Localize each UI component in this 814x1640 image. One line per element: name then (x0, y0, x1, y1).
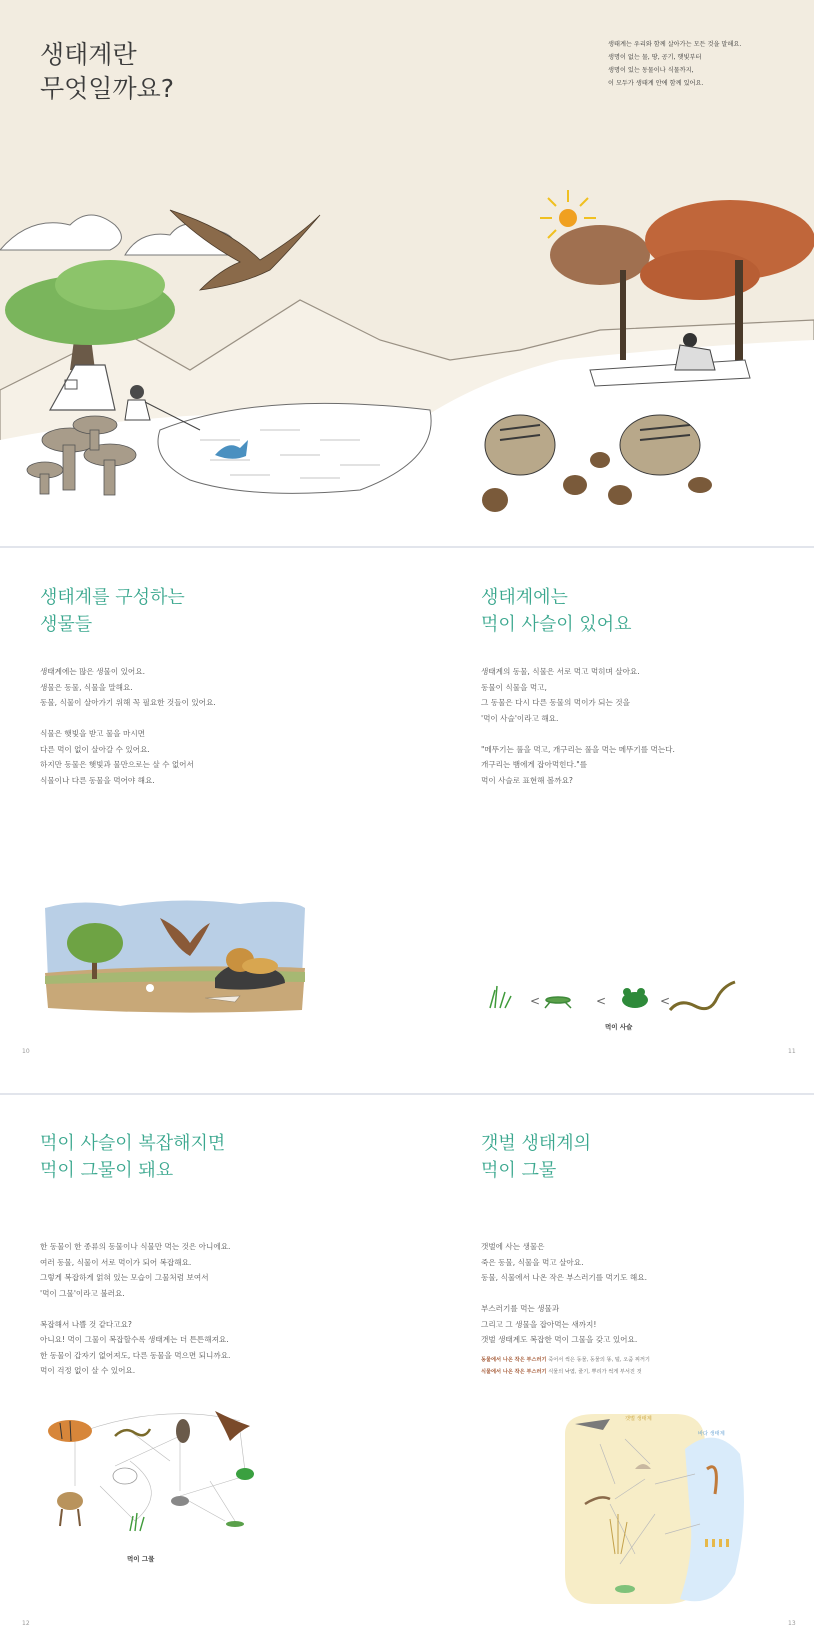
spread-pages-10-11 (0, 548, 814, 1093)
body-line: "메뚜기는 풀을 먹고, 개구리는 풀을 먹는 메뚜기를 먹는다. (481, 744, 675, 754)
legend-label: 동물에서 나온 작은 부스러기 (481, 1357, 547, 1363)
frog-icon (236, 1468, 254, 1480)
cover-illustration-page (0, 0, 814, 546)
rabbit-icon (113, 1468, 137, 1484)
legend-row-animal (481, 1354, 650, 1366)
grass-icon (130, 1513, 144, 1531)
savanna-illustration (40, 898, 310, 1018)
body-line: 복잡해서 나쁠 것 같다고요? (40, 1319, 132, 1329)
body-line: 생물은 동물, 식물을 말해요. (40, 682, 133, 692)
page13-heading (481, 1130, 591, 1184)
page12-heading-line2: 먹이 그물이 돼요 (40, 1160, 174, 1181)
body-line: 갯벌에 사는 생물은 (481, 1242, 545, 1251)
cover-intro-line: 생태계는 우리와 함께 살아가는 모든 것을 말해요. (608, 41, 742, 48)
cover-title-line1: 생태계란 (40, 40, 137, 69)
grasshopper-icon (545, 997, 571, 1008)
grass-icon (490, 986, 511, 1008)
chain-arrow-1: < (530, 994, 541, 1008)
body-line: 동물, 식물이 살아가기 위해 꼭 필요한 것들이 있어요. (40, 698, 216, 707)
body-line: 그리고 그 생물을 잡아먹는 새까지! (481, 1319, 597, 1329)
frog-icon (622, 988, 648, 1008)
page12-body (40, 1239, 230, 1379)
body-line: 갯벌 생태계도 복잡한 먹이 그물을 갖고 있어요. (481, 1335, 638, 1344)
page13-heading-line1: 갯벌 생태계의 (481, 1133, 592, 1154)
snake-icon (670, 982, 735, 1010)
legend-label: 식물에서 나온 작은 부스러기 (481, 1369, 547, 1375)
body-line: 먹이 사슬로 표현해 볼까요? (481, 775, 573, 785)
sea-zone-label: 바다 생태계 (698, 1431, 725, 1437)
body-line: 그렇게 복잡하게 얽혀 있는 모습이 그물처럼 보여서 (40, 1273, 209, 1282)
body-line: 부스러기를 먹는 생물과 (481, 1304, 560, 1313)
page11-heading-line2: 먹이 사슬이 있어요 (481, 614, 632, 635)
cover-intro-line: 이 모두가 생태계 안에 함께 있어요. (608, 80, 704, 87)
owl-icon (176, 1419, 190, 1443)
body-line: 한 동물이 갑자기 없어져도, 다른 동물을 먹으면 되니까요. (40, 1350, 231, 1360)
page10-heading-line1: 생태계를 구성하는 (40, 587, 185, 608)
body-line: 여러 동물, 식물이 서로 먹이가 되어 복잡해요. (40, 1257, 192, 1267)
body-line: 먹이 걱정 없이 살 수 있어요. (40, 1366, 136, 1375)
eagle-icon (215, 1411, 250, 1441)
chain-arrow-3: < (660, 994, 671, 1008)
body-line: 생태계의 동물, 식물은 서로 먹고 먹히며 살아요. (481, 667, 640, 676)
food-web-caption: 먹이 그물 (127, 1555, 155, 1563)
page-number: 12 (22, 1620, 30, 1627)
page13-heading-line2: 먹이 그물 (481, 1160, 557, 1181)
page11-heading (481, 584, 632, 638)
body-line: 동물, 식물에서 나온 작은 부스러기를 먹기도 해요. (481, 1273, 648, 1282)
body-line: 죽은 동물, 식물을 먹고 살아요. (481, 1257, 584, 1267)
page10-heading (40, 584, 185, 638)
tidal-flat-diagram (555, 1404, 755, 1614)
food-chain-caption: 먹이 사슬 (605, 1023, 633, 1031)
cover-intro-text (608, 38, 778, 90)
chain-arrow-2: < (596, 994, 607, 1008)
mouse-icon (171, 1496, 189, 1506)
body-line: 식물이나 다른 동물을 먹어야 해요. (40, 775, 155, 785)
page12-heading-line1: 먹이 사슬이 복잡해지면 (40, 1133, 226, 1154)
body-line: 그 동물은 다시 다른 동물의 먹이가 되는 것을 (481, 698, 630, 707)
page-number: 10 (22, 1048, 30, 1055)
page-number: 13 (788, 1620, 796, 1627)
spread-pages-12-13 (0, 1096, 814, 1640)
body-line: '먹이 사슬'이라고 해요. (481, 713, 559, 723)
page10-body (40, 664, 216, 788)
page-divider (0, 1093, 814, 1095)
food-chain-illustration (485, 968, 745, 1018)
legend-text: 죽어서 썩은 동물, 동물의 똥, 털, 오줌 찌꺼기 (548, 1357, 650, 1363)
cover-title (40, 38, 174, 106)
page13-body (481, 1239, 647, 1348)
body-line: 다른 먹이 없이 살아갈 수 있어요. (40, 744, 150, 754)
tidal-flat-zone-label: 갯벌 생태계 (625, 1416, 652, 1422)
snake-icon (115, 1429, 150, 1436)
body-line: 하지만 동물은 햇빛과 물만으로는 살 수 없어서 (40, 760, 194, 769)
cover-title-line2: 무엇일까요? (40, 74, 175, 103)
cover-intro-line: 생명이 있는 동물이나 식물까지, (608, 67, 694, 74)
legend-row-plant (481, 1366, 650, 1378)
body-line: 식물은 햇빛을 받고 물을 마시면 (40, 729, 146, 738)
page12-heading (40, 1130, 225, 1184)
cover-intro-line: 생명이 없는 물, 땅, 공기, 햇빛부터 (608, 54, 702, 61)
grasshopper-icon (226, 1521, 244, 1527)
page11-heading-line1: 생태계에는 (481, 587, 568, 608)
body-line: '먹이 그물'이라고 불러요. (40, 1288, 125, 1298)
food-web-illustration (40, 1401, 280, 1551)
deer-icon (57, 1492, 83, 1526)
algae-icon (615, 1585, 635, 1593)
tiger-icon (48, 1420, 92, 1442)
body-line: 개구리는 뱀에게 잡아먹힌다."를 (481, 760, 588, 769)
page10-heading-line2: 생물들 (40, 614, 93, 635)
page-number: 11 (788, 1048, 796, 1055)
body-line: 한 동물이 한 종류의 동물이나 식물만 먹는 것은 아니에요. (40, 1242, 231, 1251)
body-line: 아니요! 먹이 그물이 복잡할수록 생태계는 더 튼튼해져요. (40, 1335, 229, 1344)
legend-text: 식물의 낙엽, 줄기, 뿌리가 썩게 부서진 것 (548, 1369, 642, 1375)
page11-body (481, 664, 675, 788)
body-line: 동물이 식물을 먹고, (481, 682, 547, 692)
detritus-legend (481, 1354, 650, 1378)
body-line: 생태계에는 많은 생물이 있어요. (40, 667, 146, 676)
